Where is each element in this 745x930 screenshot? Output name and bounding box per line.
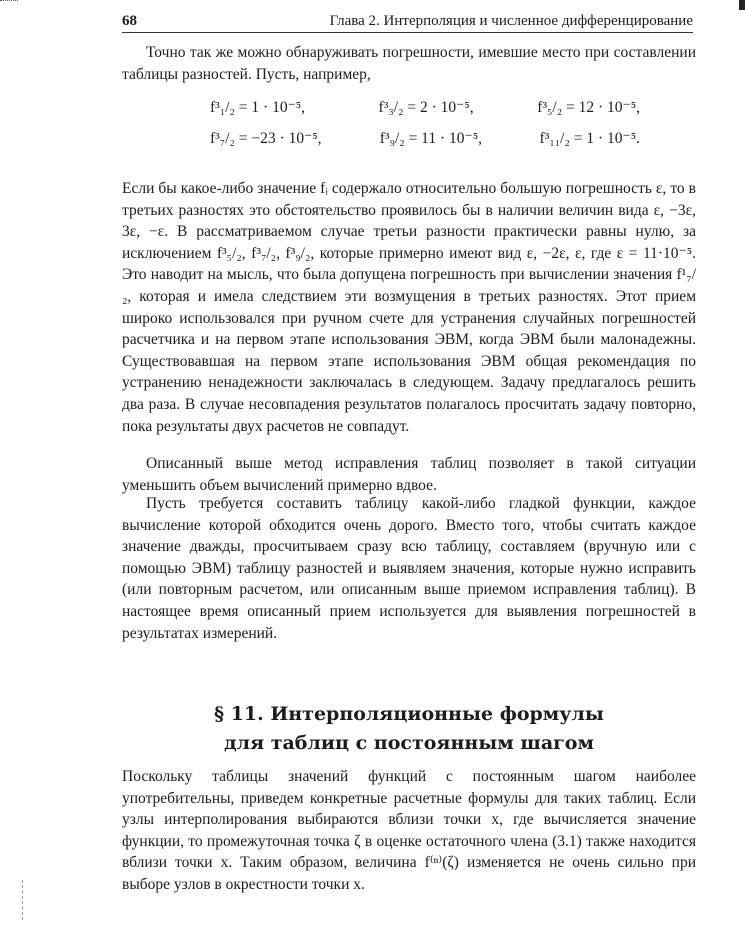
formula: f³₁₁/₂ = 1 · 10⁻⁵. bbox=[539, 130, 640, 147]
page-number: 68 bbox=[122, 13, 137, 29]
section-title-line2: для таблиц с постоянным шагом bbox=[224, 732, 594, 754]
formula: f³₃/₂ = 2 · 10⁻⁵, bbox=[378, 99, 474, 116]
difference-formulas bbox=[210, 98, 640, 160]
paragraph-intro: Точно так же можно обнаруживать погрешности, имевшие место при составлении таблицы разностей. Пусть, например, bbox=[122, 44, 696, 83]
scan-margin-line bbox=[22, 880, 24, 920]
paragraph-error-detection: Если бы какое-либо значение fᵢ содержало относительно большую погрешность ε, то в третьих разностях это обстоятельство проявилось бы в наличии величин вида ε, −3ε, 3ε, −ε. В рассматриваемом случае третьи разности практически равны нулю, за исключением f³₅/₂, f³₇/₂, f³₉/₂, которые примерно имеют вид ε, −2ε, ε, где ε = 11·10⁻⁵. Это наводит на мысль, что была допущена погрешность при вычислении значения f¹₇/₂, которая и имела следствием эти возмущения в третьих разностях. Этот прием широко использовался при ручном счете для устранения случайных погрешностей расчетчика и на первом этапе использования ЭВМ, когда ЭВМ были малонадежны. Существовавшая на первом этапе использования ЭВМ общая рекомендация по устранению ненадежности заключалась в следующем. Задачу предлагалось решить два раза. В случае несовпадения результатов полагалось просчитать задачу повторно, пока результаты двух расчетов не совпадут. bbox=[122, 180, 696, 435]
formula-row bbox=[210, 129, 640, 148]
formula: f³₅/₂ = 12 · 10⁻⁵, bbox=[537, 99, 640, 116]
chapter-title: Глава 2. Интерполяция и численное дифференцирование bbox=[329, 13, 693, 29]
scan-edge-mark bbox=[0, 0, 18, 7]
paragraph-section-intro: Поскольку таблицы значений функций с постоянным шагом наиболее употребительны, приведем конкретные расчетные формулы для таких таблиц. Если узлы интерполирования выбираются вблизи точки x, где вычисляется значение функции, то промежуточная точка ζ в оценке остаточного члена (3.1) также находится вблизи точки x. Таким образом, величина f⁽ⁿ⁾(ζ) изменяется не очень сильно при выборе узлов в окрестности точки x. bbox=[122, 768, 696, 893]
running-header bbox=[122, 12, 693, 33]
section-heading bbox=[122, 700, 696, 758]
paragraph-table-construction: Пусть требуется составить таблицу какой-либо гладкой функции, каждое вычисление которой обходится очень дорого. Вместо того, чтобы считать каждое значение дважды, просчитываем сразу всю таблицу, составляем (вручную или с помощью ЭВМ) таблицу разностей и выявляем значения, которые нужно исправить (или повторным расчетом, или описанным выше приемом исправления таблиц). В настоящее время описанный прием используется для выявления погрешностей в результатах измерений. bbox=[122, 495, 696, 642]
formula: f³₉/₂ = 11 · 10⁻⁵, bbox=[379, 130, 482, 147]
section-title-line1: § 11. Интерполяционные формулы bbox=[214, 703, 604, 725]
formula: f³₇/₂ = −23 · 10⁻⁵, bbox=[210, 130, 322, 147]
paragraph-method: Описанный выше метод исправления таблиц позволяет в такой ситуации уменьшить объем вычислений примерно вдвое. bbox=[122, 455, 696, 494]
scan-edge-mark bbox=[739, 0, 745, 10]
formula-row bbox=[210, 98, 640, 117]
formula: f³₁/₂ = 1 · 10⁻⁵, bbox=[210, 99, 306, 116]
